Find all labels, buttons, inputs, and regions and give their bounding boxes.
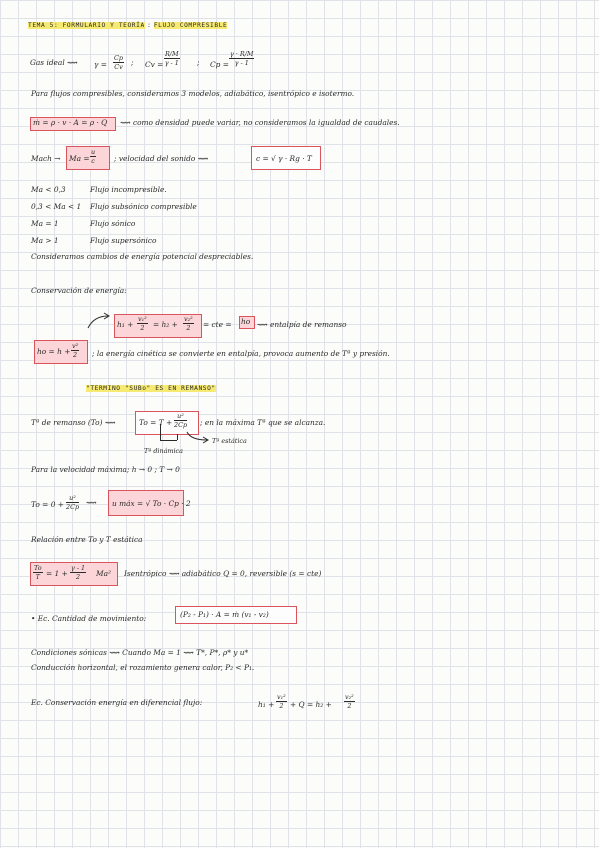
ho-frac xyxy=(71,342,79,359)
estatica-arrow-icon xyxy=(185,430,215,444)
header xyxy=(28,20,227,31)
cv-lhs: Cv = xyxy=(145,60,164,69)
ma-fraction xyxy=(90,148,96,165)
sonicas-text: Condiciones sónicas ⟿ Cuando Ma = 1 ⟿ T*, P*, ρ* y u* xyxy=(31,648,249,657)
conservacion-eq-part2: = h₂ + xyxy=(153,320,178,329)
ma-num: u xyxy=(91,148,96,156)
c-formula: c = √ γ · Rg · T xyxy=(256,154,312,163)
regime-desc-4: Flujo supersónico xyxy=(90,236,157,245)
cp-den: γ - 1 xyxy=(234,59,249,67)
ma-den: c xyxy=(91,157,95,165)
cv-fraction xyxy=(164,50,180,67)
conservacion-title: Conservación de energía: xyxy=(31,286,127,295)
header-subtema: FLUJO COMPRESIBLE xyxy=(153,22,228,29)
momento-formula: (P₂ - P₁) · A = ṁ (v₁ - v₂) xyxy=(180,610,269,619)
cv-den: γ - 1 xyxy=(164,59,179,67)
ho-frac-num: v² xyxy=(72,342,79,350)
cons-frac2-num: v₂² xyxy=(184,315,193,323)
ho-eq-lhs: ho = h + xyxy=(37,347,71,356)
dif-frac2-den: 2 xyxy=(347,702,352,710)
ho-frac-den: 2 xyxy=(73,351,78,359)
vmax-text: Para la velocidad máxima; h → 0 ; T → 0 xyxy=(31,465,180,474)
cp-fraction xyxy=(229,50,254,67)
vmax-num: u² xyxy=(66,494,79,503)
momento-label: • Ec. Cantidad de movimiento: xyxy=(31,614,147,623)
caudal-formula: ṁ = ρ · v · A = ρ · Q xyxy=(33,118,108,127)
cv-num: R/M xyxy=(165,50,179,58)
curved-arrow-icon xyxy=(86,312,112,330)
relacion-g-den: 2 xyxy=(76,573,81,581)
vmax-frac xyxy=(66,494,79,511)
conservacion-eq-part1: h₁ + xyxy=(117,320,134,329)
termino-text: "TERMINO "SUBo" ES EN REMANSO" xyxy=(86,385,216,392)
relacion-g-num: γ - 1 xyxy=(71,564,86,572)
mach-label: Mach → xyxy=(31,154,61,163)
cp-num: γ · R/M xyxy=(230,50,254,58)
cons-frac1-den: 2 xyxy=(140,324,145,332)
regime-cond-4: Ma > 1 xyxy=(31,236,59,245)
vmax-to-eq: To = 0 + xyxy=(31,500,64,509)
diferencial-label: Ec. Conservación energía en diferencial flujo: xyxy=(31,698,203,707)
gamma-fraction xyxy=(113,54,124,71)
estatica-label: Tª estática xyxy=(212,437,247,445)
intro-text: Para flujos compresibles, consideramos 3 modelos, adiabático, isentrópico e isotermo. xyxy=(31,89,355,98)
to-den: 2Cp xyxy=(174,421,188,429)
to-num: u² xyxy=(174,412,187,421)
relacion-lhs-frac xyxy=(33,564,43,581)
dinamica-arrow-2 xyxy=(177,434,178,440)
dif-frac1-num: v₁² xyxy=(277,693,286,701)
gas-ideal-label: Gas ideal ⟿ xyxy=(30,58,78,67)
regime-desc-3: Flujo sónico xyxy=(90,219,136,228)
cp-lhs: Cp = xyxy=(210,60,229,69)
diferencial-part2: + Q = h₂ + xyxy=(290,700,332,709)
relacion-g-frac xyxy=(70,564,86,581)
dinamica-arrow xyxy=(160,424,161,440)
umax-formula: u máx = √ To · Cp · 2 xyxy=(112,499,191,508)
ho-symbol: ho xyxy=(241,317,251,326)
cons-frac-1 xyxy=(137,315,148,332)
vmax-den: 2Cp xyxy=(66,503,80,511)
remanso-text: ; en la máxima Tª que se alcanza. xyxy=(200,418,326,427)
regime-cond-2: 0,3 < Ma < 1 xyxy=(31,202,82,211)
dif-frac2-num: v₂² xyxy=(345,693,354,701)
dif-frac1-den: 2 xyxy=(279,702,284,710)
relacion-lhs-num: To xyxy=(34,564,42,572)
dif-frac-1 xyxy=(276,693,287,710)
dif-frac-2 xyxy=(344,693,355,710)
cons-frac1-num: v₁² xyxy=(138,315,147,323)
relacion-eq: = 1 + xyxy=(46,569,68,578)
relacion-text: Isentrópico ⟿ adiabático Q = 0, reversible (s = cte) xyxy=(124,569,322,578)
semicolon-2: ; xyxy=(197,58,200,67)
gamma-lhs: γ = xyxy=(94,60,107,69)
gamma-den: Cv xyxy=(114,63,123,71)
to-eq: To = T + xyxy=(139,418,173,427)
mach-text: ; velocidad del sonido ⟿ xyxy=(114,154,209,163)
relacion-title: Relación entre To y T estática xyxy=(31,535,143,544)
ho-text: ⟿ entalpía de remanso xyxy=(257,320,347,329)
regime-desc-1: Flujo incompresible. xyxy=(90,185,167,194)
regime-desc-2: Flujo subsónico compresible xyxy=(90,202,197,211)
dinamica-label: Tª dinámica xyxy=(144,447,183,455)
regime-cond-1: Ma < 0,3 xyxy=(31,185,66,194)
header-tema: TEMA 5: FORMULARIO Y TEORÍA xyxy=(28,22,145,29)
dinamica-bracket xyxy=(160,440,177,441)
ma-lhs: Ma = xyxy=(69,154,90,163)
gamma-num: Cp xyxy=(114,54,123,62)
regime-cond-3: Ma = 1 xyxy=(31,219,59,228)
horizontal-text: Conducción horizontal, el rozamiento genera calor, P₂ < P₁. xyxy=(31,663,255,672)
header-separator: : xyxy=(147,22,152,29)
caudal-text: ⟿ como densidad puede variar, no consideramos la igualdad de caudales. xyxy=(120,118,400,127)
conservacion-eq-part3: = cte = xyxy=(203,320,232,329)
termino-note xyxy=(86,383,216,394)
relacion-ma2: Ma² xyxy=(96,569,111,578)
ho-explain: ; la energía cinética se convierte en entalpía, provoca aumento de Tª y presión. xyxy=(92,349,390,358)
remanso-label: Tª de remanso (To) ⟿ xyxy=(31,418,116,427)
relacion-lhs-den: T xyxy=(35,573,40,581)
cons-frac2-den: 2 xyxy=(186,324,191,332)
semicolon-1: ; xyxy=(131,58,134,67)
vmax-arrow: ⟿ xyxy=(86,498,97,507)
despreciables-text: Consideramos cambios de energía potencial despreciables. xyxy=(31,252,254,261)
diferencial-part1: h₁ + xyxy=(258,700,275,709)
cons-frac-2 xyxy=(183,315,194,332)
to-frac xyxy=(174,412,187,429)
